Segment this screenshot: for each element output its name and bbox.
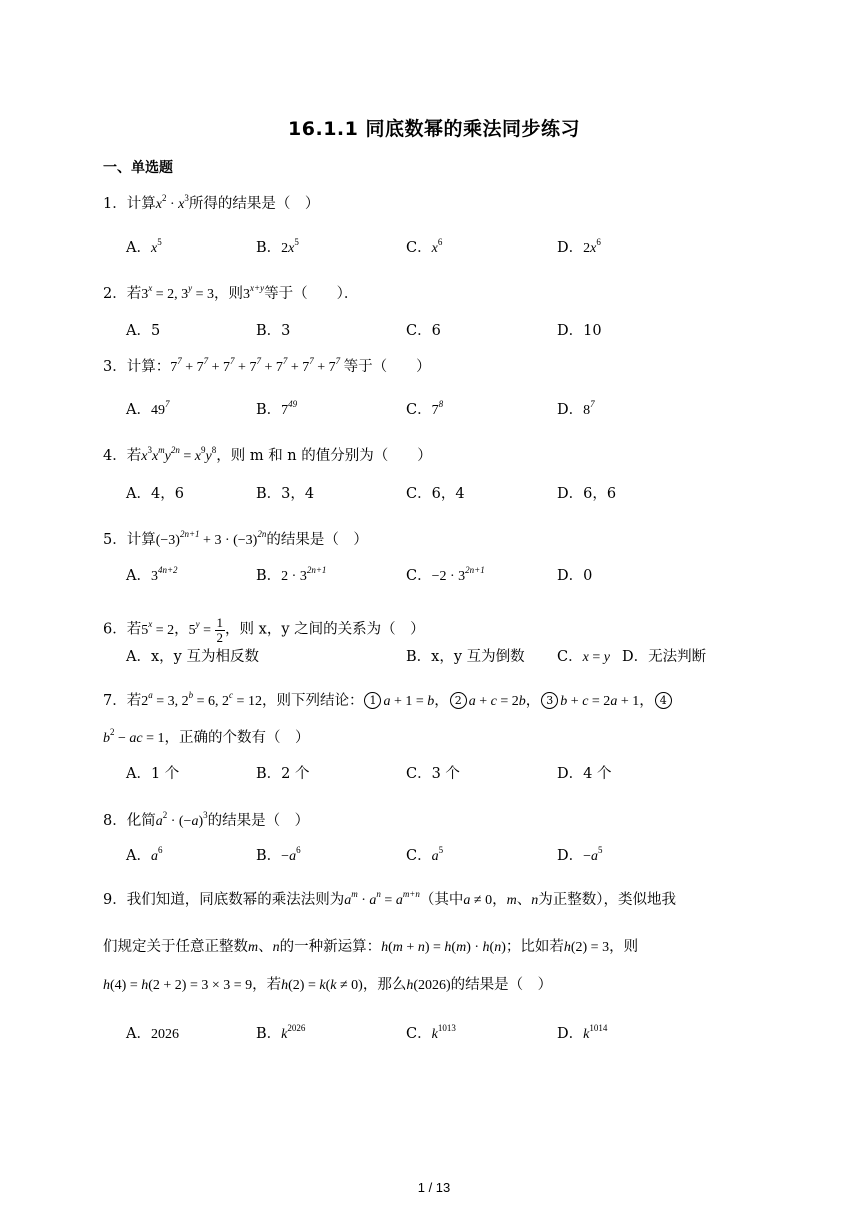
option-c: C．$x^6$ — [406, 237, 443, 256]
question-9-line-3: h(4) = h(2 + 2) = 3 × 3 = 9，若h(2) = k(k ≠ 0)，那么h(2026)的结果是（ ） — [103, 977, 553, 993]
option-c: C．6 — [406, 323, 441, 339]
question-text: 计算 — [126, 196, 156, 212]
option-c: C．$k^{1013}$ — [406, 1023, 456, 1042]
question-7: 7．若$2^a = 3$, $2^b = 6$, $2^c = 12$，则下列结论： 1 a + 1 = b， 2 a + c = 2b， 3 b + c = 2a + 1， 4 — [103, 691, 674, 712]
option-b: B．$7^{49}$ — [256, 399, 298, 418]
option-c: C．x = y — [557, 649, 610, 665]
question-9-line-2: 们规定关于任意正整数m、n的一种新运算：h(m + n) = h(m) · h(n)；比如若h(2) = 3，则 — [103, 939, 639, 955]
option-d: D．4 个 — [557, 766, 612, 782]
option-c: C．6，4 — [406, 486, 465, 502]
page-title: 16.1.1 同底数幂的乘法同步练习 — [288, 118, 580, 140]
option-d: D．$8^7$ — [557, 399, 595, 418]
math-expression: $5^x = 2$ — [141, 619, 175, 638]
math-expression: $x^2 \cdot x^3$ — [155, 193, 189, 212]
option-b: B．$k^{2026}$ — [256, 1023, 306, 1042]
option-b: B．$2 \cdot 3^{2n+1}$ — [256, 565, 327, 584]
option-c: C．$7^8$ — [406, 399, 444, 418]
option-a: A．$x^5$ — [126, 237, 162, 256]
question-6: 6．若$5^x = 2$，$5^y$ = $\frac{1}{2}$ ，则 x，y 之间的关系为（ ） — [103, 615, 425, 645]
option-d: D．$2x^6$ — [557, 237, 601, 256]
question-2: 2．若$3^x = 2$, $3^y = 3$，则$3^{x+y}$等于（ ）． — [103, 283, 359, 302]
option-a: A．2026 — [126, 1026, 179, 1042]
question-8: 8．化简$a^2 \cdot (-a)^3$的结果是（ ） — [103, 810, 310, 829]
question-text: 所得的结果是（ ） — [188, 196, 320, 212]
math-expression: $7^7 + 7^7 + 7^7 + 7^7 + 7^7 + 7^7 + 7^7$ — [170, 356, 341, 375]
option-d: D．无法判断 — [622, 649, 707, 665]
math-expression: $a^2 \cdot (-a)^3$ — [155, 810, 208, 829]
option-b: B．3，4 — [256, 486, 315, 502]
question-9: 9．我们知道，同底数幂的乘法法则为$a^m \cdot a^n = a^{m+n}$（其中a ≠ 0，m、n为正整数），类似地我 — [103, 889, 676, 908]
math-expression: $5^y$ = $\frac{1}{2}$ — [188, 615, 224, 645]
option-d: D．6，6 — [557, 486, 617, 502]
option-d: D．10 — [557, 323, 602, 339]
math-expression: $3^{x+y}$ — [243, 283, 265, 302]
page-indicator: 1 / 13 — [417, 1180, 451, 1195]
math-expression: $(-3)^{2n+1} + 3 \cdot (-3)^{2n}$ — [155, 529, 267, 548]
question-4: 4．若$x^3x^my^{2n} = x^9y^8$，则 m 和 n 的值分别为（ ） — [103, 445, 432, 464]
math-expression: $x^3x^my^{2n} = x^9y^8$ — [141, 445, 217, 464]
option-b: B．2 个 — [256, 766, 310, 782]
option-b: B．$-a^6$ — [256, 845, 301, 864]
option-a: A．$a^6$ — [126, 845, 163, 864]
option-a: A．$3^{4n+2}$ — [126, 565, 178, 584]
option-b: B．3 — [256, 323, 291, 339]
option-a: A．4，6 — [126, 486, 184, 502]
question-3: 3．计算：$7^7 + 7^7 + 7^7 + 7^7 + 7^7 + 7^7 + 7^7$ 等于（ ） — [103, 356, 431, 375]
option-a: A．5 — [126, 323, 161, 339]
section-heading: 一、单选题 — [103, 160, 173, 176]
question-5: 5．计算$(-3)^{2n+1} + 3 \cdot (-3)^{2n}$的结果是（ ） — [103, 529, 368, 548]
option-c: C．3 个 — [406, 766, 460, 782]
option-a: A．x，y 互为相反数 — [126, 649, 259, 665]
math-expression: $2^a = 3$, $2^b = 6$, $2^c = 12$ — [141, 690, 262, 709]
option-b: B．x，y 互为倒数 — [406, 649, 525, 665]
option-d: D．0 — [557, 568, 593, 584]
option-d: D．$k^{1014}$ — [557, 1023, 608, 1042]
option-a: A．1 个 — [126, 766, 180, 782]
option-b: B．$2x^5$ — [256, 237, 299, 256]
question-number: 1． — [103, 196, 127, 212]
question-7-continued: $b^2$ − ac = 1，正确的个数有（ ） — [103, 727, 310, 746]
question-1 — [103, 194, 319, 215]
option-c: C．$-2 \cdot 3^{2n+1}$ — [406, 565, 485, 584]
option-a: A．$49^7$ — [126, 399, 170, 418]
option-d: D．$-a^5$ — [557, 845, 603, 864]
option-c: C．$a^5$ — [406, 845, 444, 864]
math-expression: $3^x = 2$, $3^y = 3$ — [141, 283, 215, 302]
